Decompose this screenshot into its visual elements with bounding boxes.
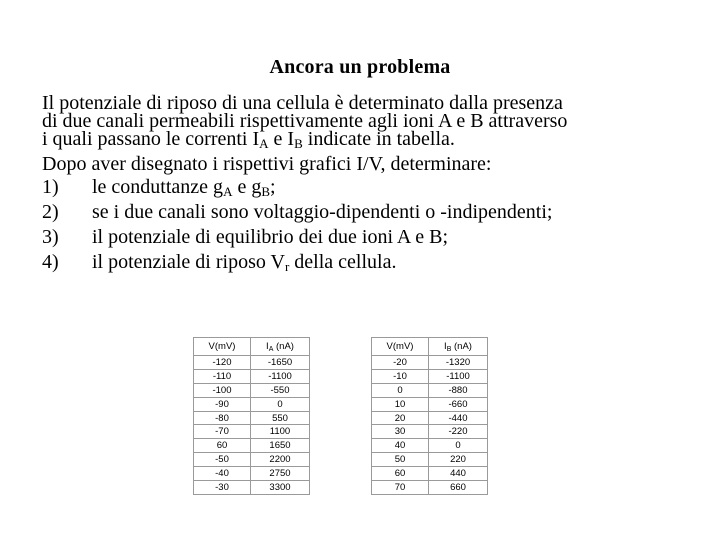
voltage-cell: -80 (194, 411, 251, 425)
voltage-cell: -120 (194, 356, 251, 370)
paragraph-line-1: Il potenziale di riposo di una cellula è determinato dalla presenza (42, 92, 563, 114)
line3-text-b: e I (268, 128, 295, 150)
table-row (372, 383, 488, 397)
question-item (42, 200, 692, 225)
voltage-cell: 30 (372, 425, 429, 439)
question-text (92, 250, 396, 275)
table-row (194, 425, 310, 439)
voltage-cell: 60 (372, 467, 429, 481)
q1-text-b: e g (232, 176, 262, 198)
current-cell: -1320 (429, 356, 488, 370)
slide-title: Ancora un problema (269, 56, 451, 78)
table-ion-a (193, 337, 310, 495)
q4-text-b: della cellula. (289, 251, 397, 273)
question-number: 3) (42, 226, 59, 248)
paragraph-line-4: Dopo aver disegnato i rispettivi grafici I/V, determinare: (42, 153, 492, 175)
current-cell: 1650 (251, 439, 310, 453)
line3-sub-b: B (294, 136, 303, 151)
question-list (42, 175, 692, 275)
header-i-sub: A (268, 346, 274, 353)
header-i: I (444, 341, 447, 352)
question-text (92, 175, 276, 200)
table-row (194, 467, 310, 481)
paragraph-line-2: di due canali permeabili rispettivamente agli ioni A e B attraverso (42, 110, 568, 132)
table-row (372, 467, 488, 481)
q4-sub-a: r (284, 259, 290, 274)
header-unit: (nA) (451, 341, 472, 352)
q1-text-a: le conduttanze g (92, 176, 224, 198)
current-cell: 2200 (251, 453, 310, 467)
header-voltage: V(mV) (372, 338, 429, 356)
current-cell: 3300 (251, 481, 310, 495)
problem-text (42, 94, 692, 275)
table-header-row (372, 338, 488, 356)
current-cell: 1100 (251, 425, 310, 439)
current-cell: -660 (429, 397, 488, 411)
voltage-cell: -110 (194, 369, 251, 383)
question-number: 1) (42, 176, 59, 198)
voltage-cell: 10 (372, 397, 429, 411)
current-cell: 550 (251, 411, 310, 425)
q1-text-c: ; (270, 176, 276, 198)
current-cell: -1650 (251, 356, 310, 370)
header-voltage: V(mV) (194, 338, 251, 356)
table-ion-b (371, 337, 488, 495)
table-row (372, 369, 488, 383)
voltage-cell: 60 (194, 439, 251, 453)
table-row (194, 481, 310, 495)
table-row (194, 453, 310, 467)
table-header-row (194, 338, 310, 356)
table-body (194, 356, 310, 495)
line3-text-c: indicate in tabella. (302, 128, 455, 150)
q4-text-a: il potenziale di riposo V (92, 251, 285, 273)
table-row (372, 425, 488, 439)
table-row (372, 397, 488, 411)
current-cell: -880 (429, 383, 488, 397)
voltage-cell: -40 (194, 467, 251, 481)
q1-sub-b: B (261, 184, 271, 199)
table-row (194, 439, 310, 453)
current-cell: -440 (429, 411, 488, 425)
paragraph-line-3 (42, 128, 692, 151)
header-i: I (266, 341, 269, 352)
current-cell: -220 (429, 425, 488, 439)
current-cell: -1100 (251, 369, 310, 383)
header-unit: (nA) (273, 341, 294, 352)
table-row (194, 383, 310, 397)
table-body (372, 356, 488, 495)
current-cell: 660 (429, 481, 488, 495)
table-row (194, 411, 310, 425)
voltage-cell: -50 (194, 453, 251, 467)
table-row (372, 411, 488, 425)
line3-text-a: i quali passano le correnti I (42, 128, 260, 150)
question-item (42, 225, 692, 250)
current-cell: 0 (251, 397, 310, 411)
voltage-cell: -70 (194, 425, 251, 439)
table-row (372, 356, 488, 370)
current-cell: 220 (429, 453, 488, 467)
voltage-cell: 40 (372, 439, 429, 453)
table-row (372, 439, 488, 453)
table-row (194, 397, 310, 411)
question-item (42, 250, 692, 275)
current-cell: 0 (429, 439, 488, 453)
voltage-cell: -100 (194, 383, 251, 397)
voltage-cell: 20 (372, 411, 429, 425)
question-text: se i due canali sono voltaggio-dipendenti o -indipendenti; (92, 201, 553, 223)
voltage-cell: 70 (372, 481, 429, 495)
voltage-cell: -10 (372, 369, 429, 383)
question-number: 4) (42, 251, 59, 273)
header-current-b (429, 338, 488, 356)
voltage-cell: 0 (372, 383, 429, 397)
voltage-cell: -20 (372, 356, 429, 370)
table-row (194, 369, 310, 383)
question-number: 2) (42, 201, 59, 223)
current-cell: -1100 (429, 369, 488, 383)
header-i-sub: B (446, 346, 452, 353)
table-row (372, 453, 488, 467)
voltage-cell: -30 (194, 481, 251, 495)
table-row (194, 356, 310, 370)
voltage-cell: -90 (194, 397, 251, 411)
header-current-a (251, 338, 310, 356)
current-cell: 440 (429, 467, 488, 481)
q1-sub-a: A (223, 184, 233, 199)
line3-sub-a: A (259, 136, 269, 151)
current-cell: 2750 (251, 467, 310, 481)
question-item (42, 175, 692, 200)
question-text: il potenziale di equilibrio dei due ioni A e B; (92, 226, 449, 248)
current-cell: -550 (251, 383, 310, 397)
table-row (372, 481, 488, 495)
voltage-cell: 50 (372, 453, 429, 467)
